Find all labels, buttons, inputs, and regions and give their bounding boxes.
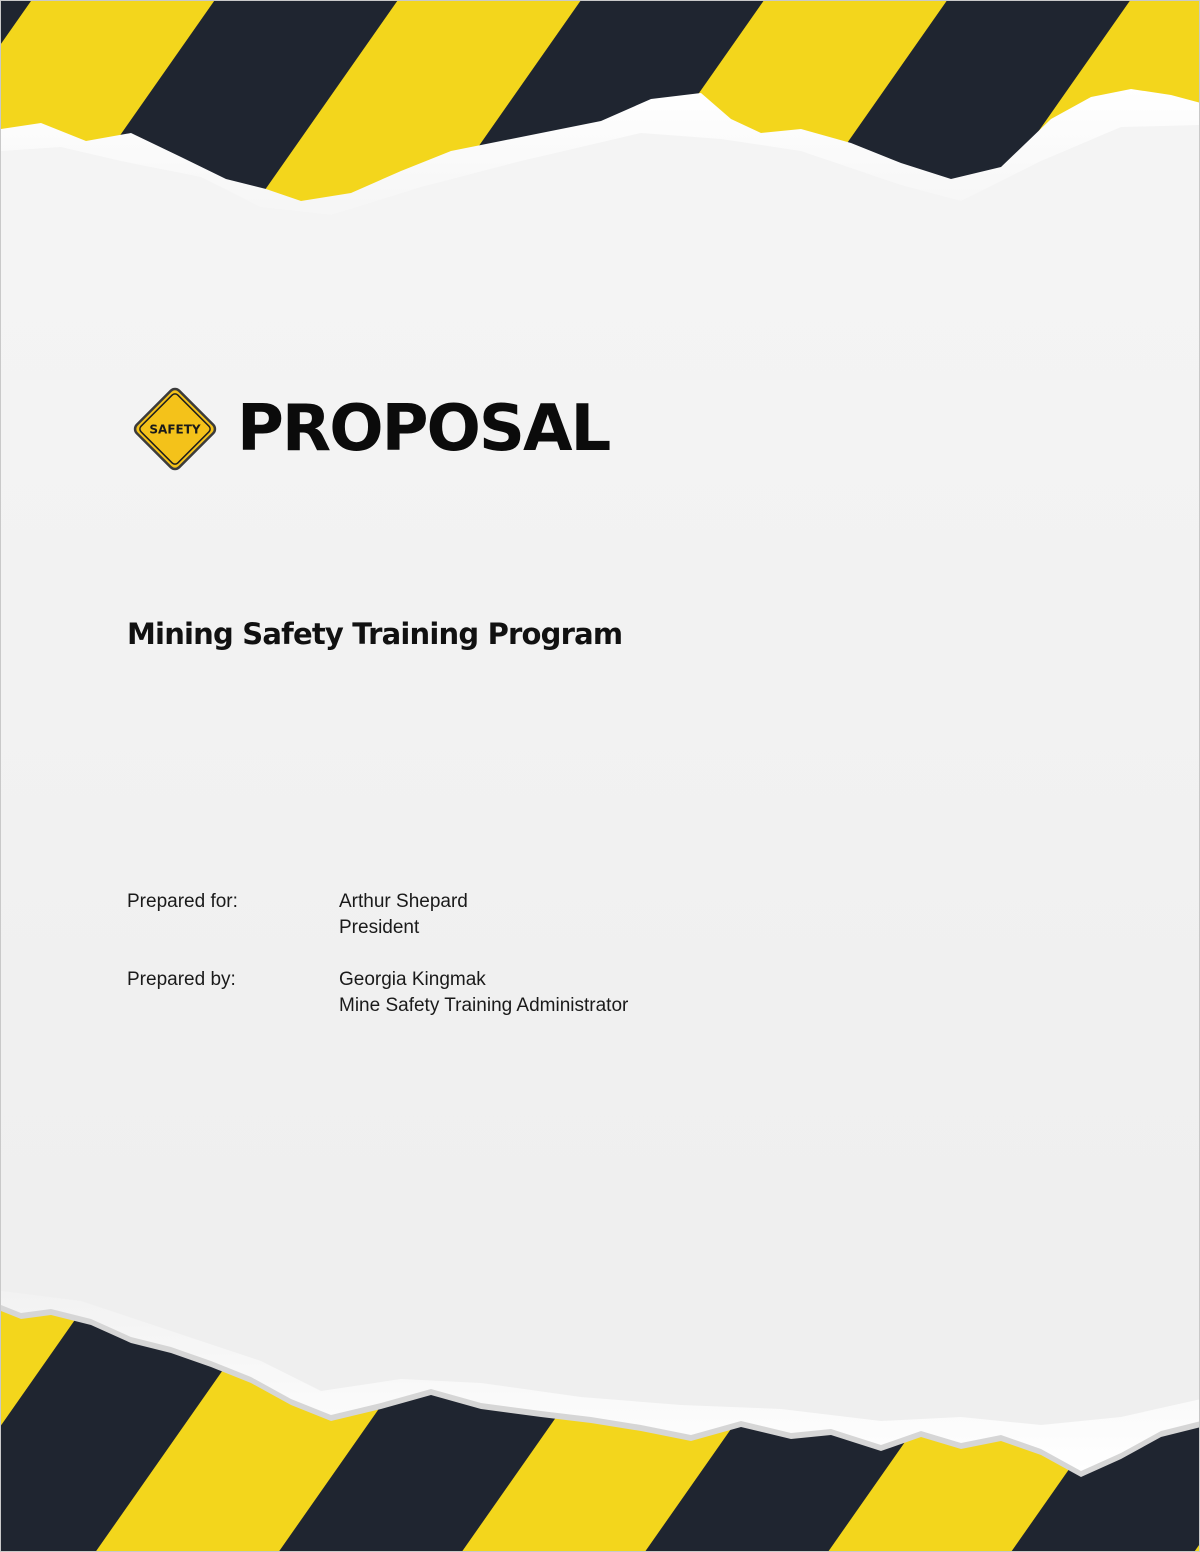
title-row bbox=[129, 383, 609, 475]
prepared-for-row bbox=[127, 889, 628, 941]
prepared-by-label: Prepared by: bbox=[127, 969, 236, 990]
prepared-info bbox=[127, 889, 628, 1045]
prepared-by-role: Mine Safety Training Administrator bbox=[339, 995, 629, 1016]
prepared-by-values bbox=[339, 967, 628, 1019]
hazard-stripes-bottom bbox=[1, 1221, 1200, 1551]
safety-sign-text: SAFETY bbox=[149, 422, 201, 437]
prepared-for-values bbox=[339, 889, 468, 941]
page-title: PROPOSAL bbox=[237, 392, 610, 466]
safety-sign-icon bbox=[129, 383, 221, 475]
document-subtitle: Mining Safety Training Program bbox=[127, 617, 623, 651]
prepared-for-label: Prepared for: bbox=[127, 891, 238, 912]
hazard-stripes-top bbox=[1, 1, 1200, 261]
prepared-by-row bbox=[127, 967, 628, 1019]
prepared-for-name: Arthur Shepard bbox=[339, 891, 468, 912]
prepared-by-name: Georgia Kingmak bbox=[339, 969, 486, 990]
prepared-for-role: President bbox=[339, 917, 420, 938]
